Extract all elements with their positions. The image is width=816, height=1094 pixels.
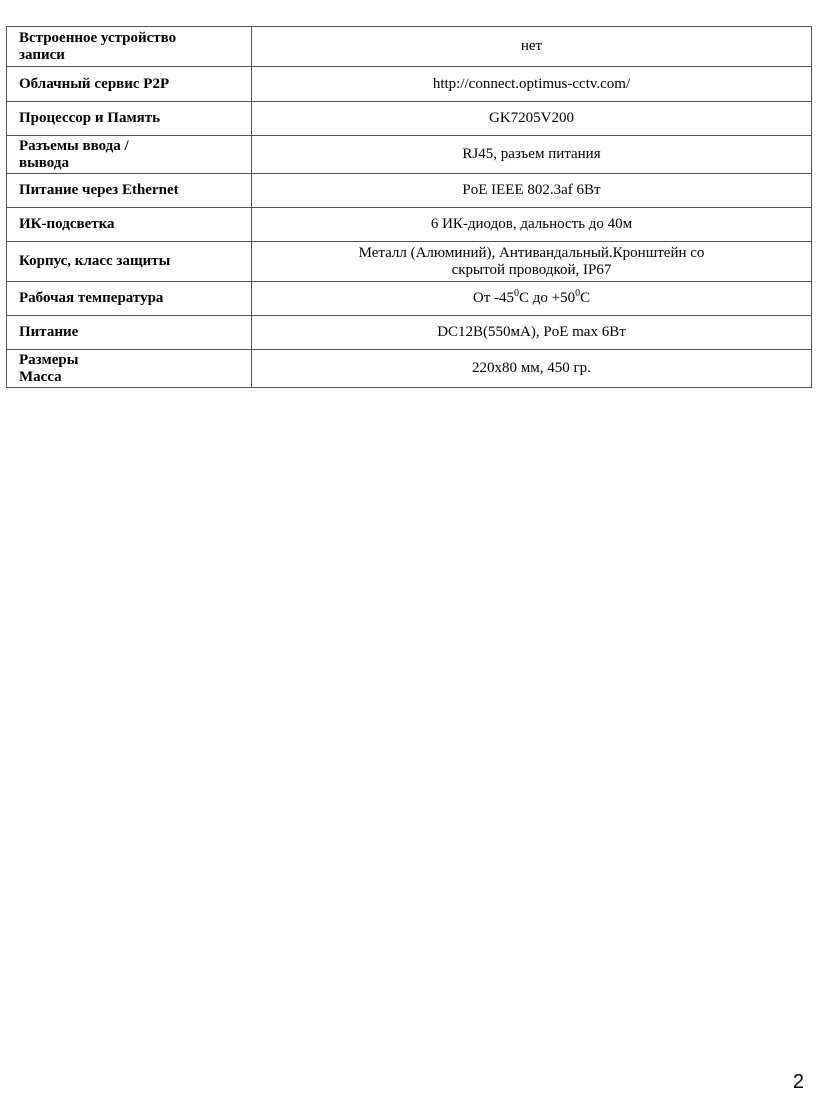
temperature-max-text: С до +50	[519, 290, 576, 306]
table-row	[7, 136, 812, 174]
page-number: 2	[792, 1071, 804, 1093]
spec-value: http://connect.optimus-cctv.com/	[252, 67, 812, 102]
table-row	[7, 208, 812, 242]
table-row	[7, 67, 812, 102]
spec-value: GK7205V200	[252, 102, 812, 136]
spec-value: 6 ИК-диодов, дальность до 40м	[252, 208, 812, 242]
spec-value: PoE IEEE 802.3af 6Вт	[252, 174, 812, 208]
spec-value: RJ45, разъем питания	[252, 136, 812, 174]
spec-label	[7, 102, 252, 136]
spec-label-line: Разъемы ввода /	[19, 137, 129, 154]
table-row	[7, 282, 812, 316]
spec-label-line: Размеры	[19, 351, 79, 368]
spec-label	[7, 67, 252, 102]
spec-value-line: скрытой проводкой, IP67	[451, 261, 612, 278]
table-row	[7, 102, 812, 136]
table-row	[7, 350, 812, 388]
table-row	[7, 27, 812, 67]
spec-label	[7, 316, 252, 350]
spec-value-line: Металл (Алюминий), Антивандальный.Кронштейн со	[358, 244, 705, 261]
spec-label	[7, 282, 252, 316]
table-row	[7, 242, 812, 282]
spec-label-line: Корпус, класс защиты	[19, 253, 171, 269]
spec-value: 220х80 мм, 450 гр.	[252, 350, 812, 388]
spec-label-line: Встроенное устройство	[19, 29, 177, 46]
spec-label-line: Процессор и Память	[19, 110, 161, 126]
spec-label-line: записи	[19, 46, 65, 63]
spec-label-line: Облачный сервис P2P	[19, 75, 170, 92]
spec-value	[252, 282, 812, 316]
spec-label-line: Питание через Ethernet	[19, 182, 179, 198]
spec-label-line: ИК-подсветка	[19, 216, 115, 232]
spec-label	[7, 350, 252, 388]
spec-label	[7, 174, 252, 208]
spec-value: нет	[252, 27, 812, 67]
degree-superscript: 0	[575, 288, 581, 299]
spec-label	[7, 208, 252, 242]
spec-value	[252, 242, 812, 282]
spec-label	[7, 27, 252, 67]
spec-label-line: Масса	[19, 368, 62, 385]
spec-label	[7, 136, 252, 174]
temperature-min-text: От -45	[472, 290, 514, 306]
spec-label	[7, 242, 252, 282]
celsius-unit: С	[580, 290, 591, 306]
spec-label-line: вывода	[19, 154, 69, 171]
table-row	[7, 316, 812, 350]
spec-label-line: Питание	[19, 324, 79, 340]
spec-value: DC12В(550мА), PoE max 6Вт	[252, 316, 812, 350]
specifications-table	[6, 26, 812, 388]
spec-label-line: Рабочая температура	[19, 290, 164, 306]
table-row	[7, 174, 812, 208]
degree-superscript: 0	[514, 288, 519, 299]
